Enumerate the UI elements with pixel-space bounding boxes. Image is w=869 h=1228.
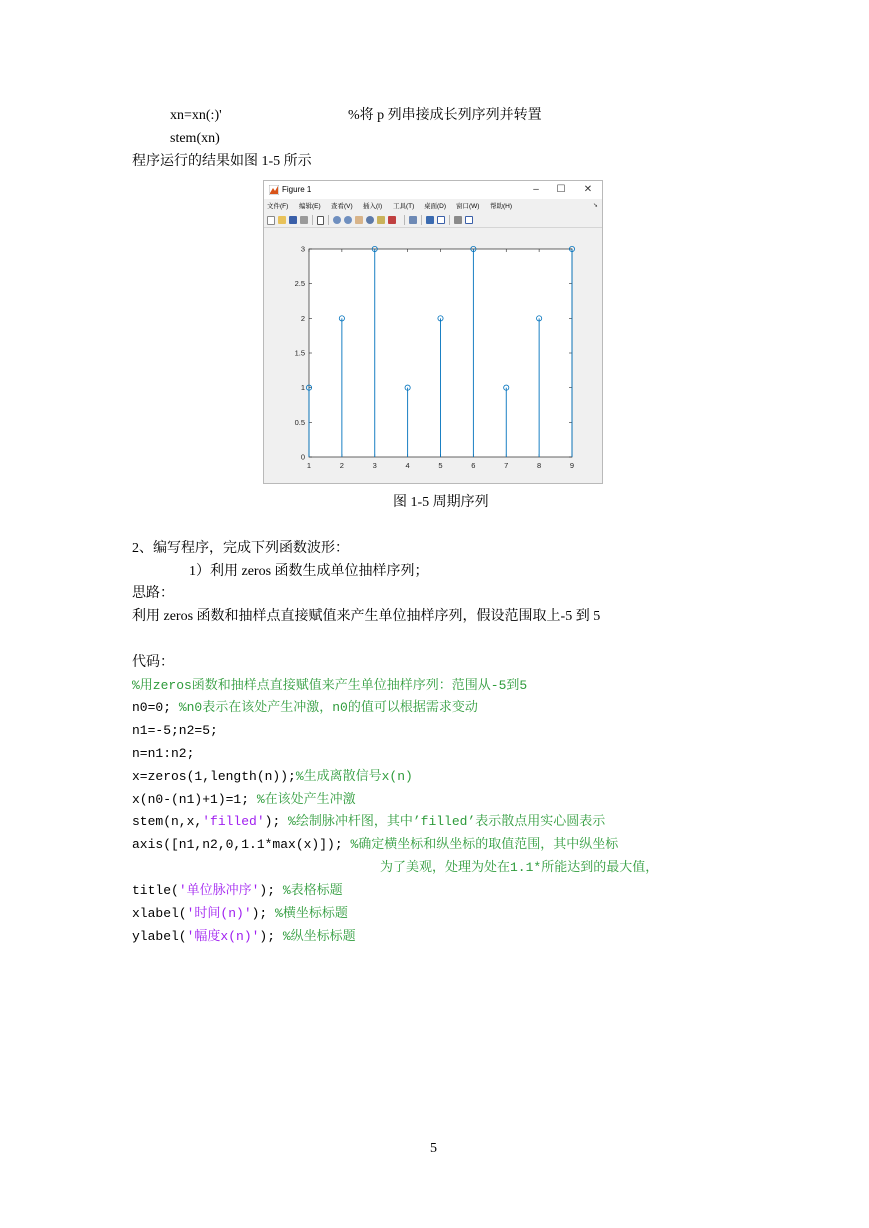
code-statement: ); bbox=[259, 929, 283, 944]
pan-icon[interactable] bbox=[355, 216, 363, 224]
code-comment: 为了美观，处理为处在1.1*所能达到的最大值， bbox=[380, 860, 659, 875]
code-line-xn-transpose: xn=xn(:)' bbox=[170, 108, 222, 123]
code-statement: axis([n1,n2,0,1.1*max(x)]); bbox=[132, 837, 351, 852]
print-icon[interactable] bbox=[300, 216, 308, 224]
brush-icon[interactable] bbox=[388, 216, 396, 224]
x-tick-label: 4 bbox=[405, 461, 410, 470]
toolbar-separator bbox=[312, 215, 313, 225]
x-tick-label: 5 bbox=[438, 461, 443, 470]
code-line-1 bbox=[132, 677, 527, 695]
code-line-4 bbox=[132, 745, 194, 763]
open-file-icon[interactable] bbox=[278, 216, 286, 224]
y-tick-label: 0 bbox=[300, 452, 305, 462]
menu-insert[interactable]: 插入(I) bbox=[363, 203, 383, 210]
x-tick-label: 6 bbox=[471, 461, 476, 470]
data-cursor-icon[interactable] bbox=[377, 216, 385, 224]
zoom-in-icon[interactable] bbox=[333, 216, 341, 224]
code-statement: n=n1:n2; bbox=[132, 746, 195, 761]
code-statement: n1=-5;n2=5; bbox=[132, 723, 218, 738]
code-line-2 bbox=[132, 699, 478, 717]
code-label: 代码： bbox=[132, 655, 174, 670]
x-tick-label: 9 bbox=[569, 461, 575, 470]
code-comment: %用zeros函数和抽样点直接赋值来产生单位抽样序列：范围从-5到5 bbox=[132, 678, 528, 693]
code-comment: %在该处产生冲激 bbox=[256, 792, 356, 807]
code-line-9 bbox=[132, 882, 343, 900]
code-line-stem: stem(xn) bbox=[170, 131, 220, 146]
code-line-3 bbox=[132, 722, 218, 740]
menu-file[interactable]: 文件(F) bbox=[267, 203, 289, 210]
thinking-text: 利用 zeros 函数和抽样点直接赋值来产生单位抽样序列，假设范围取上-5 到 5 bbox=[132, 609, 601, 624]
code-statement: n0=0; bbox=[132, 700, 179, 715]
code-line-7 bbox=[132, 813, 605, 831]
thinking-label: 思路： bbox=[132, 586, 174, 601]
rotate-icon[interactable] bbox=[366, 216, 374, 224]
y-tick-label: 1 bbox=[300, 383, 305, 393]
code-string: '单位脉冲序' bbox=[178, 883, 260, 898]
figure-titlebar bbox=[264, 181, 602, 199]
code-comment: %绘制脉冲杆图，其中’filled’表示散点用实心圆表示 bbox=[288, 814, 606, 829]
toolbar-separator bbox=[404, 215, 405, 225]
code-comment: %n0表示在该处产生冲激，n0的值可以根据需求变动 bbox=[178, 700, 478, 715]
code-comment: %生成离散信号x(n) bbox=[295, 769, 413, 784]
menu-edit[interactable]: 编辑(E) bbox=[299, 203, 321, 210]
code-statement: x=zeros(1,length(n)); bbox=[132, 769, 296, 784]
figure-caption: 图 1-5 周期序列 bbox=[393, 495, 489, 510]
figure-toolbar bbox=[264, 213, 602, 228]
menu-dock-arrow-icon[interactable]: ➘ bbox=[592, 203, 598, 209]
show-plot-tools-icon[interactable] bbox=[465, 216, 473, 224]
x-tick-label: 1 bbox=[306, 461, 312, 470]
code-string: 'filled' bbox=[202, 814, 265, 829]
maximize-button[interactable]: ☐ bbox=[556, 184, 566, 195]
code-line-8-continued bbox=[380, 859, 658, 877]
close-button[interactable]: ✕ bbox=[583, 184, 593, 195]
y-tick-label: 1.5 bbox=[294, 348, 305, 358]
legend-icon[interactable] bbox=[437, 216, 445, 224]
section-heading: 2、编写程序，完成下列函数波形： bbox=[132, 541, 349, 556]
code-comment: %表格标题 bbox=[282, 883, 343, 898]
code-statement: stem(n,x, bbox=[132, 814, 203, 829]
figure-title: Figure 1 bbox=[282, 185, 312, 194]
y-tick-label: 0.5 bbox=[294, 417, 305, 427]
toolbar-separator bbox=[449, 215, 450, 225]
code-comment: %纵坐标标题 bbox=[282, 929, 356, 944]
menu-tools[interactable]: 工具(T) bbox=[393, 203, 415, 210]
code-line-11 bbox=[132, 928, 356, 946]
colorbar-icon[interactable] bbox=[426, 216, 434, 224]
zoom-out-icon[interactable] bbox=[344, 216, 352, 224]
x-tick-label: 2 bbox=[339, 461, 344, 470]
menu-desktop[interactable]: 桌面(D) bbox=[424, 203, 447, 210]
task-item-1: 1）利用 zeros 函数生成单位抽样序列； bbox=[189, 564, 429, 579]
code-statement: ); bbox=[259, 883, 283, 898]
code-statement: x(n0-(n1)+1)=1; bbox=[132, 792, 257, 807]
x-tick-label: 8 bbox=[537, 461, 542, 470]
code-statement: title( bbox=[132, 883, 179, 898]
code-string: '幅度x(n)' bbox=[186, 929, 260, 944]
code-statement: xlabel( bbox=[132, 906, 187, 921]
code-statement: ); bbox=[264, 814, 289, 829]
code-string: '时间(n)' bbox=[186, 906, 252, 921]
y-tick-label: 2 bbox=[300, 313, 305, 323]
x-tick-label: 7 bbox=[504, 461, 509, 470]
intro-text: 程序运行的结果如图 1-5 所示 bbox=[132, 154, 312, 169]
code-comment: %横坐标标题 bbox=[275, 906, 348, 921]
y-tick-label: 2.5 bbox=[294, 279, 305, 289]
matlab-icon bbox=[269, 185, 279, 195]
code-line-10 bbox=[132, 905, 348, 923]
page-number: 5 bbox=[430, 1141, 437, 1156]
code-statement: ); bbox=[251, 906, 276, 921]
code-comment: %确定横坐标和纵坐标的取值范围，其中纵坐标 bbox=[350, 837, 619, 852]
toolbar-separator bbox=[421, 215, 422, 225]
code-line-8 bbox=[132, 836, 618, 854]
menu-help[interactable]: 帮助(H) bbox=[490, 203, 513, 210]
link-icon[interactable] bbox=[409, 216, 417, 224]
x-tick-label: 3 bbox=[372, 461, 377, 470]
minimize-button[interactable]: – bbox=[533, 184, 539, 195]
menu-view[interactable]: 查看(V) bbox=[331, 203, 353, 210]
figure-window bbox=[263, 180, 603, 484]
pointer-icon[interactable] bbox=[317, 216, 324, 225]
stem-plot bbox=[264, 228, 602, 483]
code-line-6 bbox=[132, 791, 356, 809]
toolbar-separator bbox=[328, 215, 329, 225]
code-line-5 bbox=[132, 768, 413, 786]
menu-window[interactable]: 窗口(W) bbox=[456, 203, 480, 210]
new-file-icon[interactable] bbox=[267, 216, 275, 225]
figure-menubar bbox=[264, 200, 602, 213]
save-icon[interactable] bbox=[289, 216, 297, 224]
code-comment-transpose: %将 p 列串接成长列序列并转置 bbox=[348, 108, 542, 123]
y-tick-label: 3 bbox=[300, 244, 305, 254]
hide-plot-tools-icon[interactable] bbox=[454, 216, 462, 224]
code-statement: ylabel( bbox=[132, 929, 187, 944]
